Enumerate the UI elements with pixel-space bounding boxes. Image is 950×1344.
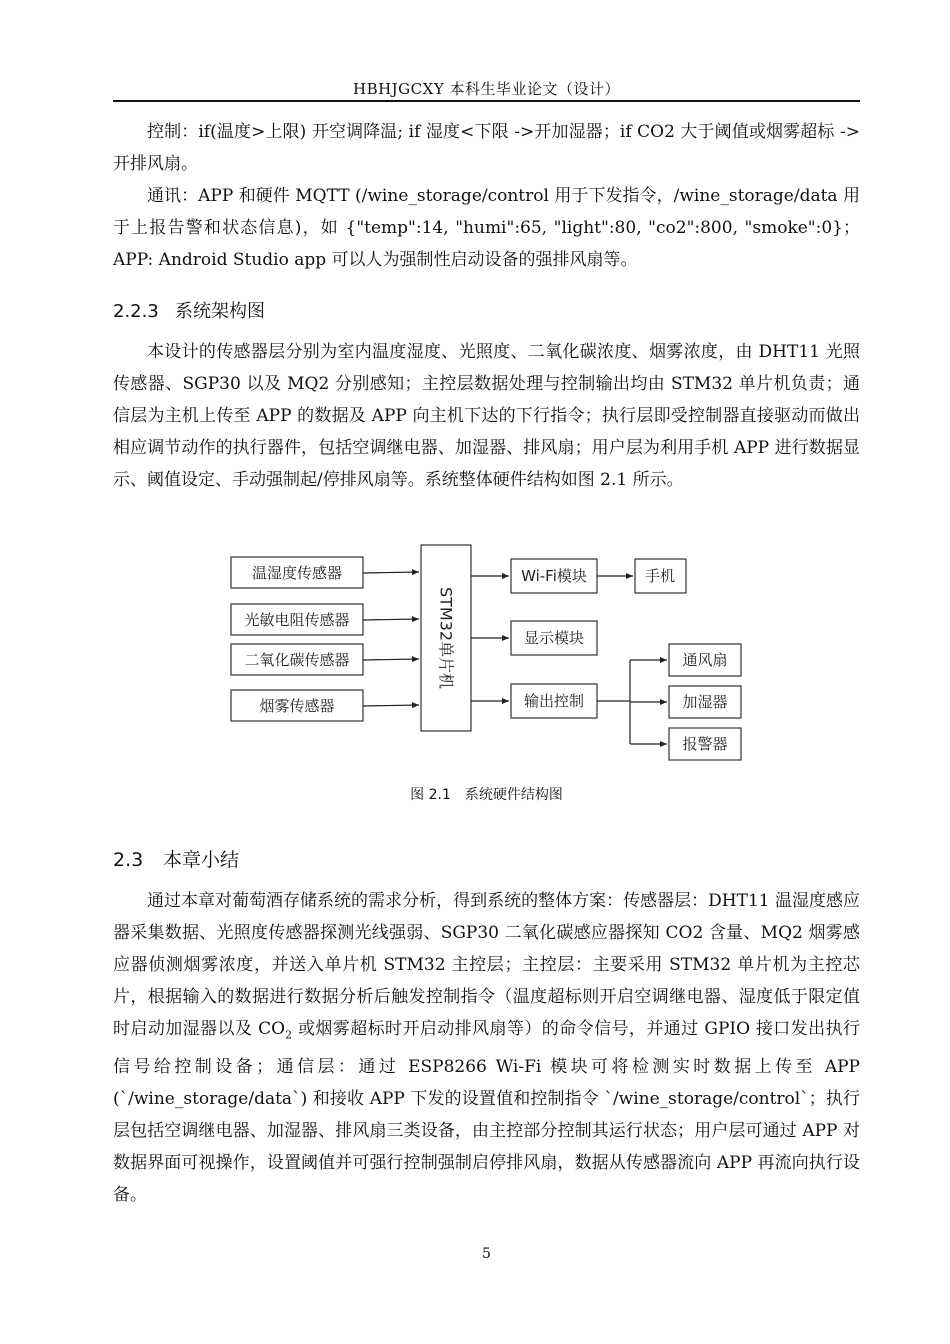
- actuator-label-humidifier: 加湿器: [682, 693, 728, 711]
- summary-paragraph: [113, 885, 860, 1211]
- sensor-label-temp-humidity: 温湿度传感器: [251, 564, 343, 582]
- mcu-label: STM32单片机: [436, 586, 456, 690]
- arrow-smoke-to-mcu: [363, 705, 419, 706]
- wifi-label: Wi-Fi模块: [521, 567, 587, 585]
- section-heading-2-2-3: [113, 297, 265, 323]
- control-paragraph: 控制：if(温度>上限) 开空调降温; if 湿度<下限 ->开加湿器；if CO2 大于阈值或烟雾超标 -> 开排风扇。: [113, 122, 860, 174]
- sensor-label-smoke: 烟雾传感器: [259, 697, 335, 715]
- section-number: 2.3: [113, 849, 144, 871]
- hardware-structure-diagram: [228, 542, 748, 767]
- figure-caption: 图 2.1 系统硬件结构图: [410, 787, 563, 803]
- actuator-label-alarm: 报警器: [682, 735, 728, 753]
- arrow-co2-to-mcu: [363, 659, 419, 660]
- arrow-light-to-mcu: [363, 619, 419, 620]
- header-rule: [113, 100, 860, 102]
- sensor-label-light: 光敏电阻传感器: [244, 611, 350, 629]
- co2-subscript: 2: [285, 1028, 293, 1042]
- section-title: 系统架构图: [175, 301, 265, 322]
- summary-text: [113, 885, 860, 1211]
- output-label: 输出控制: [523, 692, 585, 710]
- page-number: 5: [482, 1246, 491, 1262]
- communication-paragraph: 通讯：APP 和硬件 MQTT (/wine_storage/control 用于下发指令，/wine_storage/data 用于上报告警和状态信息)，如 {"temp":14, "humi":65, "light":80, "co2":800, "smoke":0}；APP: Android Studio app 可以人为强制性启动设备的强排风扇等。: [113, 186, 860, 270]
- actuator-label-fan: 通风扇: [682, 651, 728, 669]
- intro-text: [113, 116, 860, 276]
- section-number: 2.2.3: [113, 301, 159, 322]
- summary-part-1: 通过本章对葡萄酒存储系统的需求分析，得到系统的整体方案：传感器层：DHT11 温湿度感应器采集数据、光照度传感器探测光线强弱、SGP30 二氧化碳感应器探知 CO2 含量、MQ2 烟雾感应器侦测烟雾浓度，并送入单片机 STM32 主控层；主控层：主要采用 STM32 单片机为主控芯片，根据输入的数据进行数据分析后触发控制指令（温度超标则开启空调继电器、湿度低于限定值时启动加湿器以及 CO: [113, 891, 860, 1039]
- architecture-paragraph: 本设计的传感器层分别为室内温度湿度、光照度、二氧化碳浓度、烟雾浓度，由 DHT11 光照传感器、SGP30 以及 MQ2 分别感知；主控层数据处理与控制输出均由 STM32 单片机负责；通信层为主机上传至 APP 的数据及 APP 向主机下达的下行指令；执行层即受控制器直接驱动而做出相应调节动作的执行器件，包括空调继电器、加湿器、排风扇；用户层为利用手机 APP 进行数据显示、阈值设定、手动强制起/停排风扇等。系统整体硬件结构如图 2.1 所示。: [113, 342, 860, 490]
- phone-label: 手机: [644, 567, 676, 585]
- section-title: 本章小结: [163, 849, 240, 871]
- sensor-label-co2: 二氧化碳传感器: [244, 651, 350, 669]
- page-header: HBHJGCXY 本科生毕业论文（设计）: [352, 80, 620, 98]
- summary-part-2: 或烟雾超标时开启动排风扇等）的命令信号，并通过 GPIO 接口发出执行信号给控制设备；通信层：通过 ESP8266 Wi-Fi 模块可将检测实时数据上传至 APP (`/wine_storage/data`) 和接收 APP 下发的设置值和控制指令 `/wine_storage/control`；执行层包括空调继电器、加湿器、排风扇三类设备，由主控部分控制其运行状态；用户层可通过 APP 对数据界面可视操作，设置阈值并可强行控制强制启停排风扇，数据从传感器流向 APP 再流向执行设备。: [113, 1019, 860, 1206]
- display-label: 显示模块: [523, 629, 585, 647]
- architecture-text: [113, 336, 860, 496]
- arrow-temp-to-mcu: [363, 572, 419, 573]
- section-heading-2-3: [113, 845, 239, 872]
